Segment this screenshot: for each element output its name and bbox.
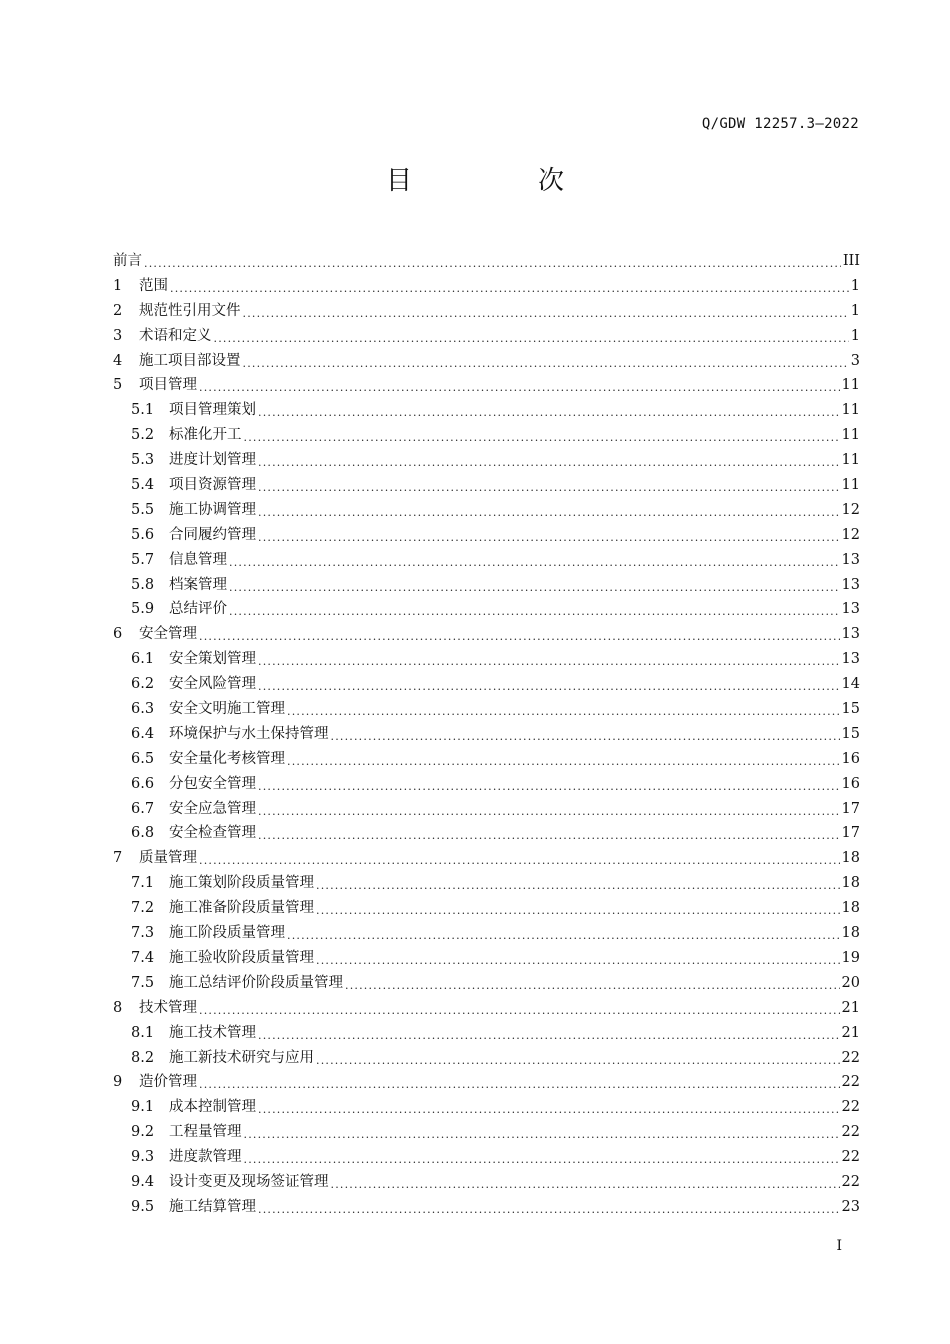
toc-entry-page: 22 [841,1173,860,1190]
toc-entry-label: 项目管理策划 [169,402,256,419]
toc-entry-number: 5.9 [131,601,155,618]
toc-dot-leader [244,426,840,451]
toc-entry[interactable] [113,299,860,324]
toc-dot-leader [258,675,840,700]
toc-dot-leader [345,974,840,999]
toc-entry-page: 18 [841,875,860,892]
toc-dot-leader [258,526,840,551]
toc-dot-leader [316,874,840,899]
toc-dot-leader [199,1073,840,1098]
table-of-contents [113,249,860,1220]
toc-entry-number: 6.7 [131,800,155,817]
toc-entry-label: 施工项目部设置 [139,352,241,369]
toc-dot-leader [243,352,849,377]
toc-entry-number: 4 [113,352,123,369]
toc-entry-label: 术语和定义 [139,327,212,344]
toc-entry[interactable] [113,1145,860,1170]
toc-entry-number: 5.7 [131,551,155,568]
toc-entry-page: 13 [841,601,860,618]
toc-entry-page: 18 [841,900,860,917]
toc-entry-page: III [842,253,860,269]
toc-dot-leader [316,899,840,924]
toc-entry-label: 安全风险管理 [169,676,256,693]
toc-entry[interactable] [113,971,860,996]
toc-entry-label: 合同履约管理 [169,526,256,543]
toc-entry-label: 规范性引用文件 [139,302,241,319]
toc-entry[interactable] [113,846,860,871]
toc-entry-label: 施工总结评价阶段质量管理 [169,974,343,991]
toc-dot-leader [214,327,849,352]
toc-entry-page: 1 [850,302,860,319]
toc-entry-label: 施工准备阶段质量管理 [169,900,314,917]
toc-entry-page: 22 [841,1099,860,1116]
toc-entry[interactable] [113,921,860,946]
toc-entry-label: 项目管理 [139,377,197,394]
toc-dot-leader [258,1098,840,1123]
toc-entry-number: 6.3 [131,701,155,718]
toc-entry-label: 成本控制管理 [169,1099,256,1116]
toc-entry-label: 质量管理 [139,850,197,867]
toc-entry-page: 13 [841,626,860,643]
toc-entry-label: 施工新技术研究与应用 [169,1049,314,1066]
toc-entry-number: 6.6 [131,775,155,792]
toc-entry-page: 23 [841,1198,860,1215]
toc-dot-leader [244,1148,840,1173]
toc-entry-page: 1 [850,277,860,294]
toc-entry-number: 9.1 [131,1099,155,1116]
toc-entry[interactable] [113,349,860,374]
toc-entry-number: 5 [113,377,123,394]
toc-entry-label: 施工验收阶段质量管理 [169,949,314,966]
toc-entry-number: 7.1 [131,875,155,892]
toc-dot-leader [258,451,840,476]
toc-entry-page: 3 [850,352,860,369]
toc-entry[interactable] [113,821,860,846]
toc-dot-leader [258,401,840,426]
toc-entry-number: 7.5 [131,974,155,991]
toc-dot-leader [258,1024,840,1049]
toc-entry-number: 6.1 [131,651,155,668]
toc-entry-page: 15 [841,725,860,742]
toc-entry-page: 22 [841,1049,860,1066]
toc-dot-leader [229,576,840,601]
toc-entry-number: 3 [113,327,123,344]
toc-entry-number: 5.6 [131,526,155,543]
toc-entry-label: 工程量管理 [169,1124,242,1141]
toc-entry-label: 造价管理 [139,1074,197,1091]
toc-entry[interactable] [113,523,860,548]
toc-entry[interactable] [113,473,860,498]
toc-entry-page: 12 [841,501,860,518]
toc-entry[interactable] [113,573,860,598]
toc-entry[interactable] [113,672,860,697]
toc-entry-page: 11 [841,427,860,444]
toc-entry-number: 1 [113,277,123,294]
toc-entry[interactable] [113,797,860,822]
toc-entry[interactable] [113,996,860,1021]
toc-entry[interactable] [113,448,860,473]
toc-entry-number: 9.4 [131,1173,155,1190]
toc-entry-label: 范围 [139,277,168,294]
toc-entry-page: 19 [841,949,860,966]
page-title: 目 次 [385,166,614,196]
toc-entry[interactable] [113,946,860,971]
toc-entry-number: 7.4 [131,949,155,966]
toc-dot-leader [287,750,840,775]
toc-entry[interactable] [113,1070,860,1095]
toc-entry[interactable] [113,398,860,423]
toc-entry-label: 标准化开工 [169,427,242,444]
toc-entry[interactable] [113,647,860,672]
toc-entry-number: 5.3 [131,452,155,469]
toc-dot-leader [199,849,840,874]
toc-entry-page: 20 [841,974,860,991]
toc-entry-page: 13 [841,576,860,593]
toc-dot-leader [199,999,840,1024]
toc-dot-leader [258,501,840,526]
toc-dot-leader [229,600,840,625]
toc-entry-number: 7.2 [131,900,155,917]
toc-entry-number: 5.5 [131,501,155,518]
toc-entry[interactable] [113,249,860,274]
toc-entry-page: 18 [841,925,860,942]
toc-entry-label: 进度款管理 [169,1149,242,1166]
toc-entry-number: 9 [113,1074,123,1091]
toc-entry-label: 设计变更及现场签证管理 [169,1173,329,1190]
toc-dot-leader [331,1173,840,1198]
toc-entry-page: 12 [841,526,860,543]
toc-entry[interactable] [113,1046,860,1071]
toc-dot-leader [258,476,840,501]
toc-entry-page: 1 [850,327,860,344]
toc-entry-number: 6.4 [131,725,155,742]
toc-dot-leader [258,650,840,675]
toc-entry-label: 技术管理 [139,999,197,1016]
toc-dot-leader [287,924,840,949]
toc-entry-page: 11 [841,452,860,469]
toc-dot-leader [258,775,840,800]
toc-entry-number: 5.1 [131,402,155,419]
toc-entry-label: 施工结算管理 [169,1198,256,1215]
toc-entry-number: 5.2 [131,427,155,444]
toc-entry[interactable] [113,896,860,921]
toc-entry-label: 安全管理 [139,626,197,643]
toc-entry[interactable] [113,373,860,398]
toc-entry-label: 信息管理 [169,551,227,568]
toc-entry[interactable] [113,622,860,647]
toc-entry-label: 施工协调管理 [169,501,256,518]
toc-entry-label: 施工技术管理 [169,1024,256,1041]
toc-entry[interactable] [113,1195,860,1220]
toc-entry-label: 档案管理 [169,576,227,593]
toc-entry[interactable] [113,747,860,772]
toc-entry-page: 14 [841,676,860,693]
toc-entry-page: 11 [841,377,860,394]
document-code: Q/GDW 12257.3—2022 [701,116,859,132]
toc-entry-page: 11 [841,477,860,494]
toc-dot-leader [243,302,849,327]
toc-entry[interactable] [113,772,860,797]
toc-entry-page: 22 [841,1124,860,1141]
toc-entry-label: 前言 [113,253,142,269]
toc-entry-page: 13 [841,551,860,568]
toc-dot-leader [199,625,840,650]
toc-entry-number: 9.2 [131,1124,155,1141]
toc-entry[interactable] [113,548,860,573]
toc-entry-number: 8.2 [131,1049,155,1066]
toc-entry-number: 7 [113,850,123,867]
toc-entry[interactable] [113,423,860,448]
toc-entry-label: 施工策划阶段质量管理 [169,875,314,892]
toc-entry[interactable] [113,1170,860,1195]
toc-entry-label: 环境保护与水土保持管理 [169,725,329,742]
toc-entry-page: 18 [841,850,860,867]
toc-entry-page: 22 [841,1074,860,1091]
toc-entry-number: 6.2 [131,676,155,693]
toc-dot-leader [258,824,840,849]
toc-entry-label: 安全量化考核管理 [169,750,285,767]
toc-entry[interactable] [113,597,860,622]
toc-entry[interactable] [113,274,860,299]
toc-entry-page: 16 [841,750,860,767]
toc-entry-number: 6.8 [131,825,155,842]
toc-entry-page: 13 [841,651,860,668]
toc-dot-leader [316,1049,840,1074]
toc-dot-leader [170,277,849,302]
toc-entry-label: 安全策划管理 [169,651,256,668]
toc-entry-number: 2 [113,302,123,319]
toc-dot-leader [258,1198,840,1223]
toc-entry-page: 21 [841,999,860,1016]
toc-entry-label: 分包安全管理 [169,775,256,792]
page-number: I [836,1238,842,1254]
toc-entry-number: 7.3 [131,925,155,942]
toc-entry[interactable] [113,697,860,722]
toc-entry-number: 9.5 [131,1198,155,1215]
toc-entry-number: 6.5 [131,750,155,767]
toc-entry[interactable] [113,1021,860,1046]
toc-entry-page: 17 [841,825,860,842]
toc-entry-page: 15 [841,701,860,718]
toc-entry[interactable] [113,1095,860,1120]
toc-entry-label: 安全检查管理 [169,825,256,842]
toc-entry-page: 17 [841,800,860,817]
toc-entry[interactable] [113,498,860,523]
toc-entry[interactable] [113,324,860,349]
toc-entry[interactable] [113,722,860,747]
toc-entry[interactable] [113,871,860,896]
toc-entry-number: 5.8 [131,576,155,593]
toc-entry-label: 进度计划管理 [169,452,256,469]
toc-entry-number: 9.3 [131,1149,155,1166]
toc-entry-label: 施工阶段质量管理 [169,925,285,942]
toc-dot-leader [316,949,840,974]
toc-entry-page: 21 [841,1024,860,1041]
toc-entry-number: 8.1 [131,1024,155,1041]
toc-entry-number: 8 [113,999,123,1016]
toc-entry-label: 安全应急管理 [169,800,256,817]
toc-entry-label: 总结评价 [169,601,227,618]
toc-dot-leader [287,700,840,725]
toc-entry-label: 项目资源管理 [169,477,256,494]
toc-entry-page: 22 [841,1149,860,1166]
toc-entry[interactable] [113,1120,860,1145]
toc-dot-leader [229,551,840,576]
toc-entry-page: 16 [841,775,860,792]
toc-entry-number: 6 [113,626,123,643]
toc-dot-leader [244,1123,840,1148]
toc-dot-leader [144,252,841,277]
toc-dot-leader [258,800,840,825]
toc-entry-page: 11 [841,402,860,419]
toc-entry-label: 安全文明施工管理 [169,701,285,718]
toc-dot-leader [331,725,840,750]
toc-entry-number: 5.4 [131,477,155,494]
toc-dot-leader [199,376,840,401]
